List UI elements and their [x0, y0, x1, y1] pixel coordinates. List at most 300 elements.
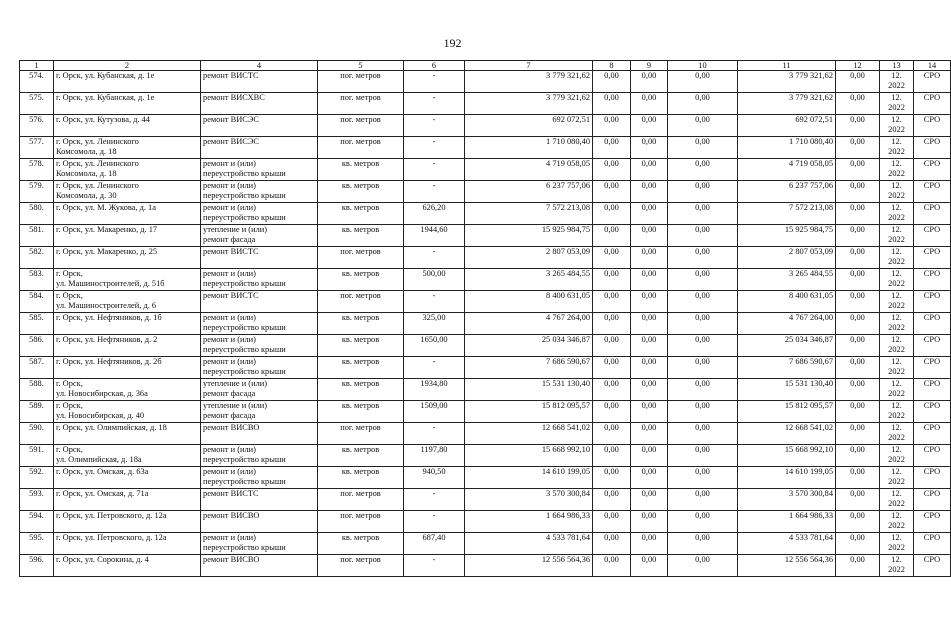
column-number: 1 [20, 61, 54, 71]
work-type-line: ремонт и (или) [203, 313, 256, 322]
value-cell: 0,00 [593, 357, 631, 379]
work-type-line: ремонт ВИСВО [203, 511, 260, 520]
row-number: 587. [20, 357, 54, 379]
unit-cell: пог. метров [318, 247, 404, 269]
value-cell: 0,00 [631, 247, 668, 269]
value-cell: 0,00 [668, 379, 738, 401]
date-cell [880, 225, 914, 247]
date-line: 12. [891, 511, 902, 520]
value-cell: 0,00 [668, 489, 738, 511]
row-number: 575. [20, 93, 54, 115]
method-cell: СРО [914, 401, 951, 423]
row-number: 578. [20, 159, 54, 181]
work-type-line: ремонт ВИСТС [203, 247, 259, 256]
address-line: г. Орск, ул. Ленинского [56, 181, 139, 190]
value-cell: 0,00 [836, 247, 880, 269]
work-type-line: переустройство крыши [203, 190, 286, 200]
total-cell: 14 610 199,05 [738, 467, 836, 489]
row-number: 580. [20, 203, 54, 225]
value-cell: 0,00 [668, 357, 738, 379]
address-line: г. Орск, ул. Кутузова, д. 44 [56, 115, 150, 124]
unit-cell: пог. метров [318, 115, 404, 137]
cost-cell: 1 664 986,33 [465, 511, 593, 533]
unit-cell: кв. метров [318, 181, 404, 203]
value-cell: 0,00 [836, 181, 880, 203]
area-cell: - [404, 247, 465, 269]
total-cell: 25 034 346,87 [738, 335, 836, 357]
method-cell: СРО [914, 357, 951, 379]
address-cell [54, 225, 201, 247]
row-number: 589. [20, 401, 54, 423]
value-cell: 0,00 [668, 115, 738, 137]
work-type-cell [201, 445, 318, 467]
row-number: 584. [20, 291, 54, 313]
address-line: ул. Новосибирская, д. 40 [56, 410, 145, 420]
value-cell: 0,00 [593, 467, 631, 489]
value-cell: 0,00 [593, 335, 631, 357]
value-cell: 0,00 [631, 71, 668, 93]
address-line: г. Орск, ул. Сорокина, д. 4 [56, 555, 149, 564]
row-number: 582. [20, 247, 54, 269]
total-cell: 7 686 590,67 [738, 357, 836, 379]
value-cell: 0,00 [593, 555, 631, 577]
value-cell: 0,00 [593, 511, 631, 533]
total-cell: 8 400 631,05 [738, 291, 836, 313]
value-cell: 0,00 [668, 533, 738, 555]
date-cell [880, 489, 914, 511]
table-row [20, 555, 951, 577]
method-cell: СРО [914, 247, 951, 269]
cost-cell: 15 925 984,75 [465, 225, 593, 247]
date-line: 12. [891, 489, 902, 498]
table-row [20, 203, 951, 225]
address-cell [54, 93, 201, 115]
table-row [20, 533, 951, 555]
table-row [20, 445, 951, 467]
total-cell: 15 668 992,10 [738, 445, 836, 467]
value-cell: 0,00 [593, 93, 631, 115]
work-type-cell [201, 533, 318, 555]
address-line: ул. Новосибирская, д. 36а [56, 388, 148, 398]
area-cell: - [404, 71, 465, 93]
unit-cell: пог. метров [318, 137, 404, 159]
total-cell: 15 925 984,75 [738, 225, 836, 247]
date-cell [880, 93, 914, 115]
cost-cell: 1 710 080,40 [465, 137, 593, 159]
cost-cell: 8 400 631,05 [465, 291, 593, 313]
method-cell: СРО [914, 71, 951, 93]
table-row [20, 93, 951, 115]
date-line: 2022 [888, 520, 905, 530]
value-cell: 0,00 [836, 379, 880, 401]
date-line: 12. [891, 225, 902, 234]
address-cell [54, 159, 201, 181]
work-type-cell [201, 291, 318, 313]
column-number: 11 [738, 61, 836, 71]
address-cell [54, 489, 201, 511]
date-cell [880, 291, 914, 313]
cost-cell: 692 072,51 [465, 115, 593, 137]
total-cell: 1 664 986,33 [738, 511, 836, 533]
address-cell [54, 511, 201, 533]
value-cell: 0,00 [668, 511, 738, 533]
value-cell: 0,00 [836, 335, 880, 357]
work-type-line: переустройство крыши [203, 366, 286, 376]
value-cell: 0,00 [631, 423, 668, 445]
value-cell: 0,00 [836, 489, 880, 511]
work-type-line: переустройство крыши [203, 454, 286, 464]
value-cell: 0,00 [631, 93, 668, 115]
date-line: 12. [891, 247, 902, 256]
date-line: 12. [891, 203, 902, 212]
date-line: 2022 [888, 366, 905, 376]
work-type-line: ремонт и (или) [203, 181, 256, 190]
value-cell: 0,00 [668, 313, 738, 335]
address-line: г. Орск, ул. Кубанская, д. 1е [56, 93, 155, 102]
work-type-cell [201, 401, 318, 423]
area-cell: 940,50 [404, 467, 465, 489]
value-cell: 0,00 [668, 401, 738, 423]
cost-cell: 6 237 757,06 [465, 181, 593, 203]
unit-cell: кв. метров [318, 203, 404, 225]
address-line: г. Орск, ул. Ленинского [56, 137, 139, 146]
value-cell: 0,00 [631, 511, 668, 533]
value-cell: 0,00 [593, 115, 631, 137]
date-cell [880, 137, 914, 159]
value-cell: 0,00 [593, 291, 631, 313]
date-line: 12. [891, 335, 902, 344]
date-line: 2022 [888, 542, 905, 552]
total-cell: 3 570 300,84 [738, 489, 836, 511]
value-cell: 0,00 [631, 203, 668, 225]
value-cell: 0,00 [593, 269, 631, 291]
value-cell: 0,00 [668, 291, 738, 313]
table-row [20, 489, 951, 511]
area-cell: - [404, 137, 465, 159]
total-cell: 12 556 564,36 [738, 555, 836, 577]
area-cell: - [404, 115, 465, 137]
value-cell: 0,00 [836, 511, 880, 533]
value-cell: 0,00 [631, 489, 668, 511]
work-type-line: ремонт фасада [203, 388, 256, 398]
work-type-line: ремонт и (или) [203, 335, 256, 344]
value-cell: 0,00 [836, 71, 880, 93]
value-cell: 0,00 [836, 423, 880, 445]
work-type-line: ремонт ВИСВО [203, 555, 260, 564]
row-number: 579. [20, 181, 54, 203]
unit-cell: пог. метров [318, 291, 404, 313]
total-cell: 3 779 321,62 [738, 93, 836, 115]
value-cell: 0,00 [836, 401, 880, 423]
date-cell [880, 445, 914, 467]
value-cell: 0,00 [668, 203, 738, 225]
date-line: 2022 [888, 278, 905, 288]
row-number: 595. [20, 533, 54, 555]
method-cell: СРО [914, 335, 951, 357]
row-number: 588. [20, 379, 54, 401]
row-number: 594. [20, 511, 54, 533]
cost-cell: 25 034 346,87 [465, 335, 593, 357]
cost-cell: 4 719 058,05 [465, 159, 593, 181]
total-cell: 12 668 541,02 [738, 423, 836, 445]
cost-cell: 12 556 564,36 [465, 555, 593, 577]
address-cell [54, 445, 201, 467]
column-number: 12 [836, 61, 880, 71]
address-cell [54, 335, 201, 357]
work-type-line: ремонт и (или) [203, 533, 256, 542]
date-line: 2022 [888, 102, 905, 112]
cost-cell: 4 533 781,64 [465, 533, 593, 555]
area-cell: 1650,00 [404, 335, 465, 357]
address-line: Комсомола, д. 30 [56, 190, 117, 200]
row-number: 581. [20, 225, 54, 247]
work-type-line: ремонт и (или) [203, 159, 256, 168]
value-cell: 0,00 [593, 423, 631, 445]
page-number: 192 [443, 36, 462, 50]
unit-cell: кв. метров [318, 269, 404, 291]
method-cell: СРО [914, 511, 951, 533]
total-cell: 1 710 080,40 [738, 137, 836, 159]
address-cell [54, 247, 201, 269]
unit-cell: пог. метров [318, 71, 404, 93]
date-cell [880, 247, 914, 269]
total-cell: 3 779 321,62 [738, 71, 836, 93]
work-type-cell [201, 489, 318, 511]
address-line: г. Орск, ул. Макаренко, д. 17 [56, 225, 158, 234]
method-cell: СРО [914, 423, 951, 445]
method-cell: СРО [914, 467, 951, 489]
value-cell: 0,00 [593, 225, 631, 247]
method-cell: СРО [914, 555, 951, 577]
date-line: 12. [891, 291, 902, 300]
address-cell [54, 467, 201, 489]
row-number: 583. [20, 269, 54, 291]
work-type-cell [201, 225, 318, 247]
value-cell: 0,00 [668, 137, 738, 159]
row-number: 593. [20, 489, 54, 511]
address-line: г. Орск, [56, 401, 83, 410]
area-cell: - [404, 159, 465, 181]
date-line: 12. [891, 445, 902, 454]
value-cell: 0,00 [593, 379, 631, 401]
unit-cell: кв. метров [318, 335, 404, 357]
table-row [20, 181, 951, 203]
total-cell: 692 072,51 [738, 115, 836, 137]
value-cell: 0,00 [631, 401, 668, 423]
date-cell [880, 159, 914, 181]
area-cell: - [404, 423, 465, 445]
column-number: 6 [404, 61, 465, 71]
method-cell: СРО [914, 269, 951, 291]
value-cell: 0,00 [668, 247, 738, 269]
column-number: 7 [465, 61, 593, 71]
row-number: 585. [20, 313, 54, 335]
date-line: 2022 [888, 322, 905, 332]
work-type-line: утепление и (или) [203, 225, 268, 234]
value-cell: 0,00 [593, 181, 631, 203]
work-type-line: ремонт ВИСХВС [203, 93, 265, 102]
date-line: 12. [891, 555, 902, 564]
value-cell: 0,00 [631, 115, 668, 137]
column-number: 10 [668, 61, 738, 71]
date-line: 2022 [888, 190, 905, 200]
date-cell [880, 401, 914, 423]
area-cell: - [404, 291, 465, 313]
value-cell: 0,00 [668, 555, 738, 577]
date-line: 2022 [888, 454, 905, 464]
date-line: 2022 [888, 234, 905, 244]
row-number: 586. [20, 335, 54, 357]
address-line: г. Орск, [56, 291, 83, 300]
method-cell: СРО [914, 137, 951, 159]
value-cell: 0,00 [593, 247, 631, 269]
value-cell: 0,00 [593, 71, 631, 93]
address-cell [54, 291, 201, 313]
work-type-line: ремонт и (или) [203, 357, 256, 366]
row-number: 577. [20, 137, 54, 159]
date-line: 12. [891, 379, 902, 388]
date-line: 12. [891, 357, 902, 366]
row-number: 592. [20, 467, 54, 489]
table-row [20, 137, 951, 159]
date-line: 12. [891, 269, 902, 278]
work-type-cell [201, 137, 318, 159]
date-cell [880, 71, 914, 93]
value-cell: 0,00 [836, 291, 880, 313]
column-number-row [20, 61, 951, 71]
area-cell: - [404, 93, 465, 115]
value-cell: 0,00 [668, 181, 738, 203]
area-cell: - [404, 181, 465, 203]
address-line: Комсомола, д. 18 [56, 146, 117, 156]
address-line: г. Орск, ул. Нефтяников, д. 2б [56, 357, 162, 366]
work-type-cell [201, 203, 318, 225]
unit-cell: кв. метров [318, 401, 404, 423]
column-number: 4 [201, 61, 318, 71]
work-type-line: ремонт фасада [203, 410, 256, 420]
date-cell [880, 181, 914, 203]
date-cell [880, 555, 914, 577]
row-number: 596. [20, 555, 54, 577]
table-row [20, 115, 951, 137]
work-type-cell [201, 181, 318, 203]
address-cell [54, 203, 201, 225]
total-cell: 15 812 095,57 [738, 401, 836, 423]
address-line: г. Орск, ул. Нефтяников, д. 1б [56, 313, 162, 322]
date-line: 12. [891, 137, 902, 146]
address-cell [54, 555, 201, 577]
total-cell: 2 807 053,09 [738, 247, 836, 269]
area-cell: 626,20 [404, 203, 465, 225]
address-line: г. Орск, [56, 269, 83, 278]
date-cell [880, 357, 914, 379]
total-cell: 7 572 213,08 [738, 203, 836, 225]
work-type-line: ремонт ВИСВО [203, 423, 260, 432]
address-line: Комсомола, д. 18 [56, 168, 117, 178]
method-cell: СРО [914, 379, 951, 401]
unit-cell: пог. метров [318, 511, 404, 533]
method-cell: СРО [914, 225, 951, 247]
column-number: 8 [593, 61, 631, 71]
date-line: 2022 [888, 432, 905, 442]
area-cell: - [404, 489, 465, 511]
address-cell [54, 181, 201, 203]
work-type-line: ремонт ВИСТС [203, 291, 259, 300]
date-line: 12. [891, 313, 902, 322]
date-cell [880, 467, 914, 489]
total-cell: 15 531 130,40 [738, 379, 836, 401]
value-cell: 0,00 [631, 181, 668, 203]
date-cell [880, 269, 914, 291]
date-line: 12. [891, 93, 902, 102]
work-type-line: ремонт ВИСЭС [203, 137, 259, 146]
column-number: 13 [880, 61, 914, 71]
cost-cell: 12 668 541,02 [465, 423, 593, 445]
cost-cell: 4 767 264,00 [465, 313, 593, 335]
value-cell: 0,00 [836, 203, 880, 225]
date-line: 2022 [888, 300, 905, 310]
method-cell: СРО [914, 533, 951, 555]
work-type-line: переустройство крыши [203, 212, 286, 222]
value-cell: 0,00 [593, 203, 631, 225]
unit-cell: кв. метров [318, 225, 404, 247]
value-cell: 0,00 [631, 467, 668, 489]
table-row [20, 247, 951, 269]
method-cell: СРО [914, 93, 951, 115]
work-type-cell [201, 269, 318, 291]
work-type-cell [201, 555, 318, 577]
date-cell [880, 115, 914, 137]
address-cell [54, 115, 201, 137]
area-cell: - [404, 555, 465, 577]
address-line: г. Орск, ул. Омская, д. 63а [56, 467, 149, 476]
date-line: 2022 [888, 80, 905, 90]
work-type-line: переустройство крыши [203, 344, 286, 354]
cost-cell: 3 570 300,84 [465, 489, 593, 511]
work-type-line: ремонт и (или) [203, 203, 256, 212]
work-type-cell [201, 313, 318, 335]
column-number: 9 [631, 61, 668, 71]
address-cell [54, 269, 201, 291]
address-line: ул. Машиностроителей, д. 51б [56, 278, 165, 288]
date-line: 12. [891, 159, 902, 168]
cost-cell: 3 779 321,62 [465, 93, 593, 115]
work-type-line: ремонт и (или) [203, 445, 256, 454]
unit-cell: кв. метров [318, 357, 404, 379]
address-cell [54, 137, 201, 159]
address-line: г. Орск, ул. Петровского, д. 12а [56, 511, 167, 520]
column-number: 5 [318, 61, 404, 71]
table-row [20, 269, 951, 291]
date-line: 2022 [888, 388, 905, 398]
method-cell: СРО [914, 115, 951, 137]
unit-cell: пог. метров [318, 423, 404, 445]
address-line: г. Орск, ул. Омская, д. 71а [56, 489, 149, 498]
works-table [19, 60, 951, 577]
cost-cell: 7 572 213,08 [465, 203, 593, 225]
value-cell: 0,00 [631, 225, 668, 247]
value-cell: 0,00 [836, 115, 880, 137]
area-cell: 325,00 [404, 313, 465, 335]
method-cell: СРО [914, 313, 951, 335]
row-number: 574. [20, 71, 54, 93]
table-row [20, 467, 951, 489]
date-cell [880, 335, 914, 357]
table-row [20, 423, 951, 445]
cost-cell: 15 668 992,10 [465, 445, 593, 467]
date-line: 2022 [888, 498, 905, 508]
date-cell [880, 313, 914, 335]
